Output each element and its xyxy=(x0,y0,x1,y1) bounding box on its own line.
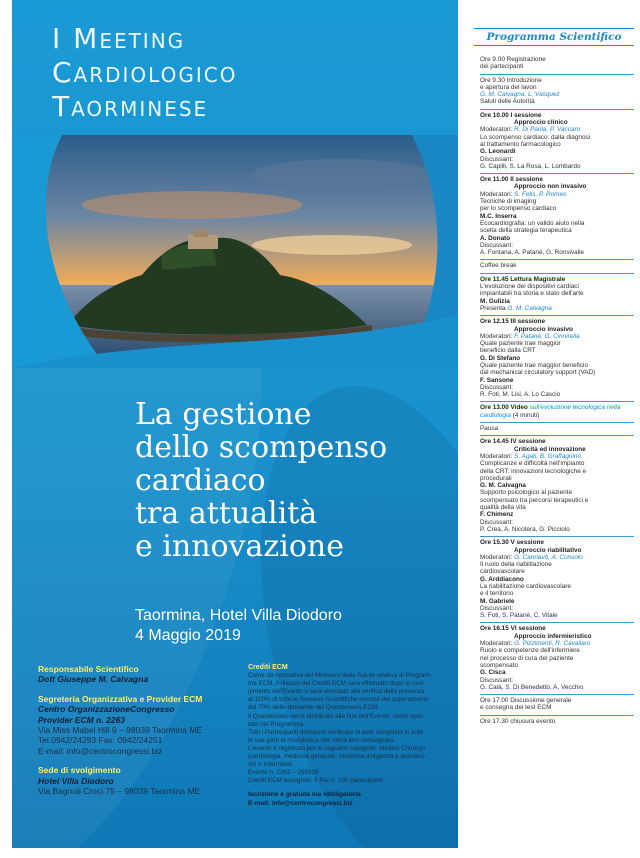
isola-bella-photo xyxy=(12,135,458,368)
program-session: Ore 12.15 III sessione Approccio invasivo Moderatori: F. Patanè, G. Cinnirella Quale paziente trae maggior beneficio dalla CRT G. Di Stefano Quale paziente trae maggior beneficio dal mechanical circulatory support (VAD) F. Sansone Discussant: R. Foti, M. Lisi, A. Lo Cascio xyxy=(480,316,634,402)
resp-name: Dott Giuseppe M. Calvagna xyxy=(38,674,149,685)
meeting-title xyxy=(52,22,237,124)
seg-phone: Tel.0942/24293 Fax: 0942/24251 xyxy=(38,735,163,746)
headline-line: dello scompenso xyxy=(135,430,388,465)
program-item: Ore 17.00 Discussione generale e consegna dei test ECM xyxy=(480,695,634,716)
headline-line: tra attualità xyxy=(135,496,318,531)
credits-line: L'evento è registrato per le seguenti categorie: Medico Chirurgo xyxy=(248,744,426,752)
registration-note: Iscrizione è gratuita ma obbligatoria xyxy=(248,791,361,799)
headline-line: cardiaco xyxy=(135,463,266,498)
seg-email[interactable]: E-mail: info@centrocongressi.biz xyxy=(38,745,163,756)
provider-number: Provider ECM n. 2263 xyxy=(38,714,125,725)
session-list xyxy=(480,54,634,728)
venue-block xyxy=(135,606,342,646)
title-line: I Meeting xyxy=(52,22,186,55)
program-session: Ore 15.30 V sessione Approccio riabilitativo Moderatori: G. Cannavò, A. Consolo Il ruolo della riabilitazione cardiovascolare G. Arddiacono La riabilitazione cardiovascolare e il territorio M. Gabriele Discussant: S. Foti, S. Patanè, C. Vitale xyxy=(480,537,634,623)
resp-label: Responsabile Scientifico xyxy=(38,664,139,674)
registration-email[interactable]: E-mail: info@centrocongressi.biz xyxy=(248,799,353,807)
program-session: Ore 10.00 I sessione Approccio clinico Moderatori: R. Di Paola, P. Vaccaro Lo scompenso cardiaco: dalla diagnosi al trattamento farmacologico G. Leonardi Discussant: G. Capilli, S. La Rosa, L. Lombardo xyxy=(480,110,634,174)
program-item: Ore 17.30 chiusura evento xyxy=(480,717,556,725)
credits-line: del 70% delle domande del Questionario ECM. xyxy=(248,704,379,712)
credits-line: Crediti ECM assegnati: 6 Per n. 100 partecipanti xyxy=(248,777,383,785)
credits-line: Il Questionario verrà distribuito alla fine dell'Evento, come ripor- xyxy=(248,712,425,720)
credits-line: tato nel Programma. xyxy=(248,720,306,728)
program-session: Ore 11.00 II sessione Approccio non invasivo Moderatori: S. Felis, P. Romeo Tecniche di imaging per lo scompenso cardiaco M.C. Inserra Ecocardiografia: un valido aiuto nella scelta della strategia terapeutica A. Donato Discussant: A. Fontana, A. Patanè, G. Ronsivalle xyxy=(480,174,634,260)
event-headline xyxy=(135,398,455,563)
seg-address: Via Miss Mabel Hill 9 – 98039 Taormina ME xyxy=(38,725,203,736)
program-item: Ore 9.00 Registrazione dei partecipanti xyxy=(480,54,634,75)
program-session: Ore 14.45 IV sessione Criticità ed innovazione Moderatori: S. Agati, B. Graffagnino Complicanze e difficoltà nell'impianto della CRT: innovazioni tecnologiche e procedurali G. M. Calvagna Supporto psicologico al paziente scompensato tra percorsi terapeutici e qualità della vita F. Chimenz Discussant: P. Crea, A. Nicotera, G. Picciolo xyxy=(480,436,634,537)
credits-line: Tutti i Partecipanti dovranno verificare di aver compilato in tutte xyxy=(248,728,424,736)
title-line: Cardiologico xyxy=(52,56,238,89)
ecm-credits xyxy=(248,664,453,808)
headline-line: e innovazione xyxy=(135,529,344,564)
credits-line: Evento n. 2263 – 259329 xyxy=(248,769,319,777)
organization-info xyxy=(38,664,248,796)
credits-line: ma ECM, il rilascio dei Crediti ECM sarà effettuato dopo lo svol- xyxy=(248,680,426,688)
title-line: Taorminese xyxy=(52,90,209,123)
credits-line: (cardiologia, medicina generale, medicina d'urgenza e anestesi- xyxy=(248,753,426,761)
credits-line: al 100% di tutte le Sessioni Scientifiche nonché del superamento xyxy=(248,696,429,704)
credits-line: sti) e Infermiere. xyxy=(248,761,294,769)
headline-line: La gestione xyxy=(135,397,312,432)
program-item: Pausa xyxy=(480,423,634,436)
sede-address: Via Bagnoli Croci 75 – 98039 Taormina ME xyxy=(38,786,201,797)
venue-place: Taormina, Hotel Villa Diodoro xyxy=(135,607,342,624)
seg-label: Segreteria Organizzativa e Provider ECM xyxy=(38,693,203,704)
program-header: Programma Scientifico xyxy=(474,28,634,46)
credits-line: le sue parti la modulistica che verrà loro consegnata. xyxy=(248,736,396,744)
credits-label: Crediti ECM xyxy=(248,664,288,671)
program-item: Ore 9.30 Introduzione e apertura dei lavori G. M. Calvagna, L. Vasquez Saluti delle Autorità xyxy=(480,75,634,110)
sede-name: Hotel Villa Diodoro xyxy=(38,775,114,786)
landscape-image xyxy=(12,135,458,368)
poster-panel xyxy=(12,0,458,848)
seg-name: Centro OrganizzazioneCongresso xyxy=(38,704,175,715)
program-item: Coffee break xyxy=(480,260,634,273)
program-session: Ore 16.15 VI sessione Approccio infermieristico Moderatori: G. Pizzimenti, R. Cavallaro Ruolo e competenze dell'infermiere nel processo di cura del paziente scompensato G. Cisca Discussant: G. Calà, S. Di Benedetto, A. Vecchio xyxy=(480,623,634,695)
program-item: Ore 13.00 Video sull'evoluzione tecnologica nella cardiologia (4 minuti) xyxy=(480,402,634,423)
sede-label: Sede di svolgimento xyxy=(38,765,121,776)
program-panel xyxy=(462,0,640,848)
venue-date: 4 Maggio 2019 xyxy=(135,627,241,644)
credits-line: Come da normativa del Ministero della Salute relativa al Program- xyxy=(248,672,432,680)
program-session: Ore 11.45 Lettura Magistrale L'evoluzione dei dispositivi cardiaci impiantabili tra storia e stato dell'arte M. Gulizia Presenta G. M. Calvagna xyxy=(480,274,634,316)
credits-line: gimento dell'Evento e sarà vincolato alla verifica della presenza xyxy=(248,688,425,696)
